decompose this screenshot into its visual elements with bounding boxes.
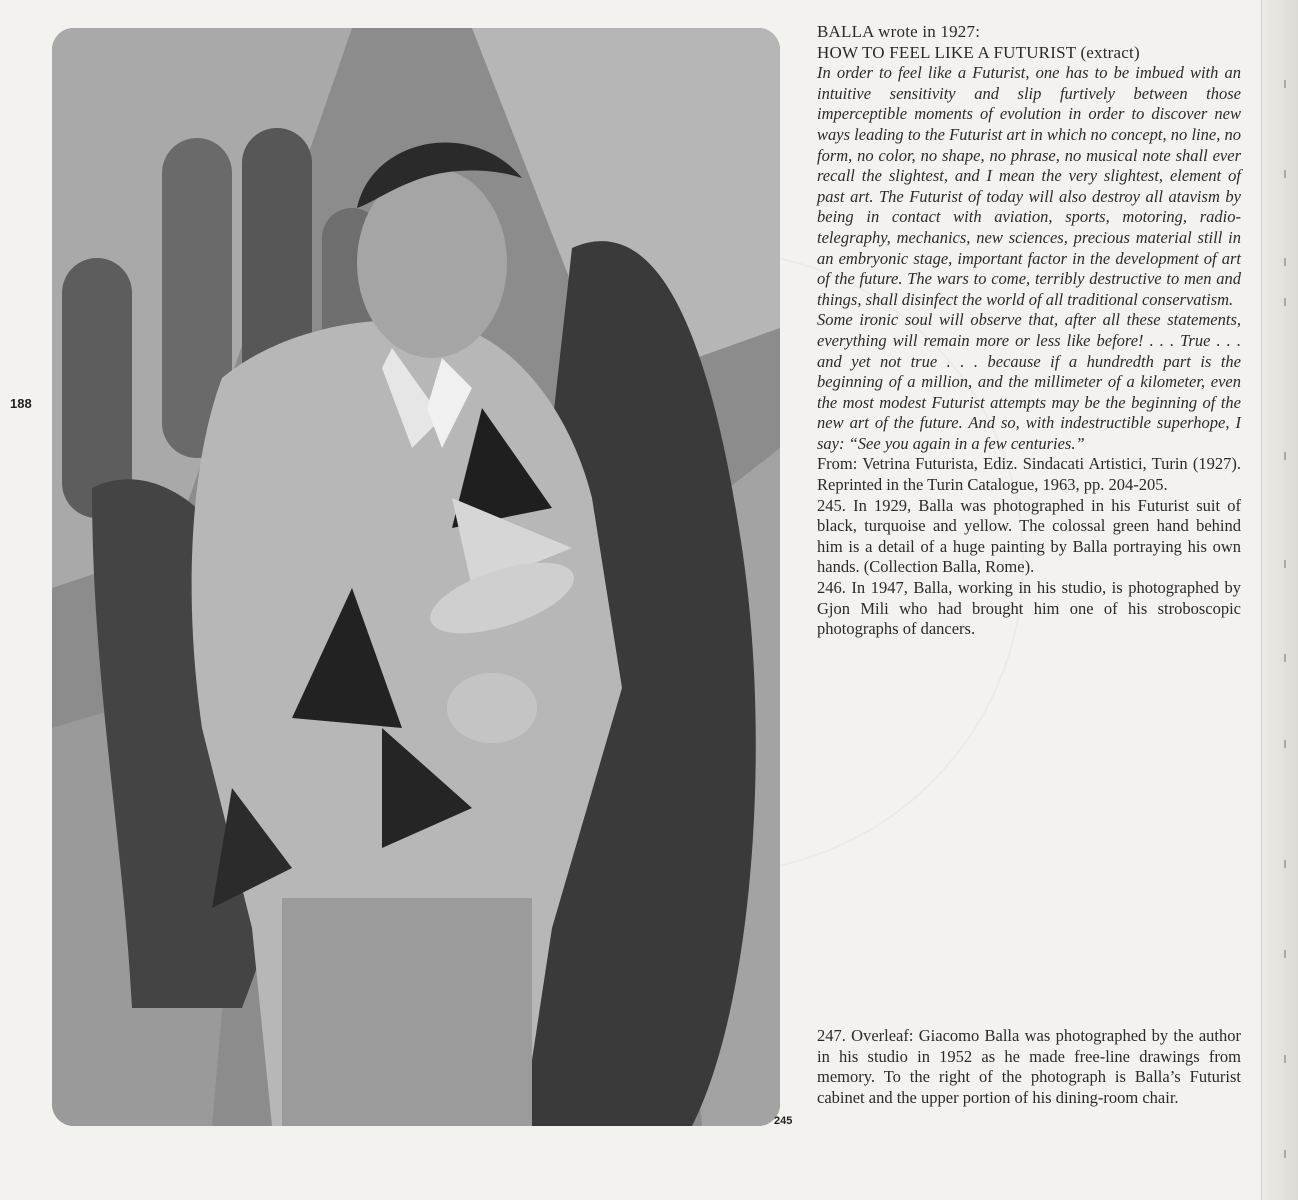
photograph-balla-futurist-suit	[52, 28, 780, 1126]
caption-247-block	[817, 1026, 1241, 1108]
quote-paragraph-2: Some ironic soul will observe that, after all these statements, everything will remain more or less like before! . . . True . . . and yet not true . . . because if a hundredth part is the beginning of a million, and the millimeter of a kilometer, even the most modest Futurist attempts may be the beginning of the new art of the future. And so, with indestructible superhope, I say: “See you again in a few centuries.”	[817, 310, 1241, 453]
source-citation: From: Vetrina Futurista, Ediz. Sindacati Artistici, Turin (1927). Reprinted in the Turin Catalogue, 1963, pp. 204-205.	[817, 454, 1241, 495]
essay-title: HOW TO FEEL LIKE A FUTURIST (extract)	[817, 42, 1140, 62]
caption-245: 245. In 1929, Balla was photographed in his Futurist suit of black, turquoise and yellow. The colossal green hand behind him is a detail of a huge painting by Balla portraying his own hands. (Collection Balla, Rome).	[817, 495, 1241, 577]
caption-246: 246. In 1947, Balla, working in his studio, is photographed by Gjon Mili who had brought him one of his stroboscopic photographs of dancers.	[817, 578, 1241, 639]
page-number: 188	[10, 396, 32, 411]
page-edge	[1261, 0, 1298, 1200]
quote-paragraph-1: In order to feel like a Futurist, one has to be imbued with an intuitive sensitivity and slip furtively between those imperceptible moments of evolution in order to discover new ways leading to the Futurist art in which no concept, no line, no form, no color, no shape, no phrase, no musical note shall ever recall the slightest, and I mean the very slightest, element of past art. The Futurist of today will also destroy all atavism by being in contact with aviation, sports, motoring, radio-telegraphy, mechanics, new sciences, precious material still in an embryonic stage, important factor in the development of art of the future. The wars to come, terribly destructive to men and things, shall disinfect the world of all traditional conservatism.	[817, 63, 1241, 309]
plate-number: 245	[774, 1115, 793, 1127]
text-column	[817, 22, 1241, 640]
caption-247: 247. Overleaf: Giacomo Balla was photographed by the author in his studio in 1952 as he made free-line drawings from memory. To the right of the photograph is Balla’s Futurist cabinet and the upper portion of his dining-room chair.	[817, 1026, 1241, 1107]
intro-line: BALLA wrote in 1927:	[817, 22, 981, 41]
photo-illustration	[52, 28, 780, 1126]
